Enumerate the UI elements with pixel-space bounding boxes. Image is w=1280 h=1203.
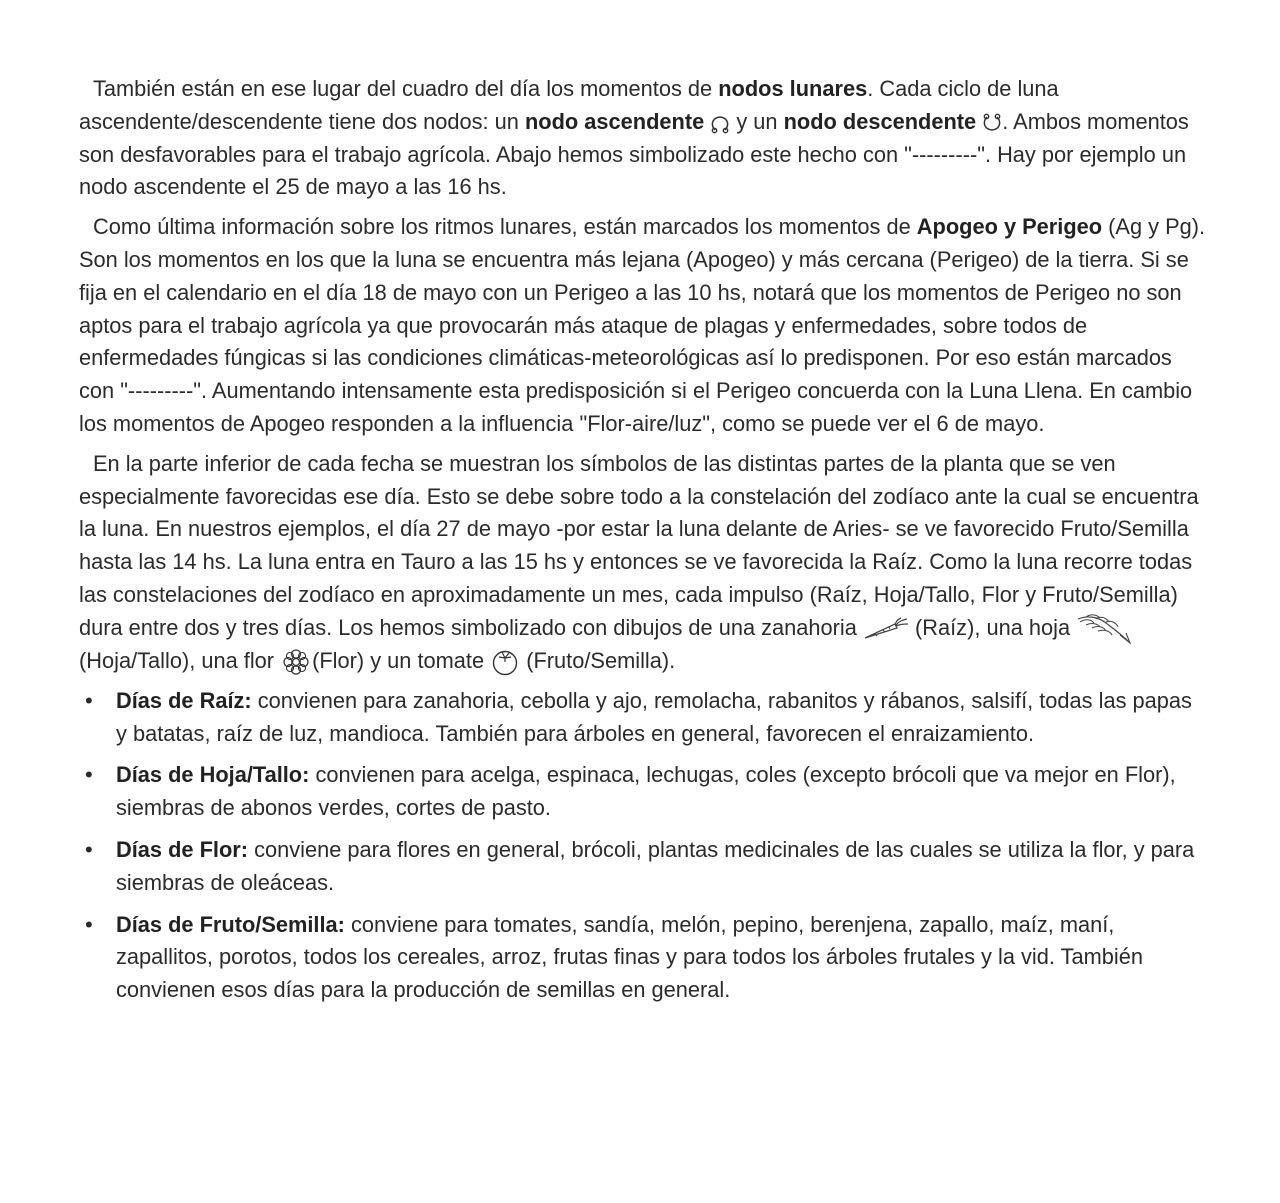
list-item-text: conviene para tomates, sandía, melón, pepino, berenjena, zapallo, maíz, maní, zapallitos, porotos, todos los cereales, arroz, frutas finas y para todos los árboles frutales y la vid. También convienen esos días para la producción de semillas en general. xyxy=(116,911,1143,1003)
list-item-title: Días de Fruto/Semilla: xyxy=(116,911,345,937)
carrot-icon xyxy=(863,617,909,641)
bullet-dot: • xyxy=(85,687,93,713)
ascending-node-icon xyxy=(710,112,730,134)
descending-node-icon xyxy=(982,112,1002,134)
plant-days-list xyxy=(79,685,1207,1007)
list-item-fruit-days xyxy=(79,909,1207,1007)
bullet-dot: • xyxy=(85,762,93,788)
flower-icon xyxy=(280,649,312,675)
paragraph-plant-parts: En la parte inferior de cada fecha se muestran los símbolos de las distintas partes de la planta que se ven especialmente favorecidas ese día. Esto se debe sobre todo a la constelación del zodíaco ante la cual se encuentra la luna. En nuestros ejemplos, el día 27 de mayo -por estar la luna delante de Aries- se ve favorecido Fruto/Semilla hasta las 14 hs. La luna entra en Tauro a las 15 hs y entonces se ve favorecida la Raíz. Como la luna recorre todas las constelaciones del zodíaco en aproximadamente un mes, cada impulso (Raíz, Hoja/Tallo, Flor y Fruto/Semilla) dura entre dos y tres días. Los hemos simbolizado con dibujos de una zanahoria (Raíz), una hoja (Hoja/Tallo), una flor (Flor) y un tomate (Fruto/Semilla). xyxy=(79,448,1207,678)
paragraph-lunar-nodes: También están en ese lugar del cuadro del día los momentos de nodos lunares. Cada ciclo de luna ascendente/descendente tiene dos nodos: un nodo ascendente y un nodo descendente . Ambos momentos son desfavorables para el trabajo agrícola. Abajo hemos simbolizado este hecho con "---------". Hay por ejemplo un nodo ascendente el 25 de mayo a las 16 hs. xyxy=(79,76,1189,200)
list-item-title: Días de Hoja/Tallo: xyxy=(116,762,310,788)
list-item-text: conviene para flores en general, brócoli, plantas medicinales de las cuales se utiliza la flor, y para siembras de oleáceas. xyxy=(116,836,1195,895)
tomato-icon xyxy=(490,648,520,676)
term-descending-node: nodo descendente xyxy=(783,108,977,134)
list-item-flower-days xyxy=(79,834,1207,900)
document-page xyxy=(79,73,1207,1016)
list-item-root-days xyxy=(79,685,1207,751)
bullet-dot: • xyxy=(85,911,93,937)
list-item-leaf-days xyxy=(79,759,1207,825)
paragraph-apogee-perigee: Como última información sobre los ritmos lunares, están marcados los momentos de Apogeo y Perigeo (Ag y Pg). Son los momentos en los que la luna se encuentra más lejana (Apogeo) y más cercana (Perigeo) de la tierra. Si se fija en el calendario en el día 18 de mayo con un Perigeo a las 10 hs, notará que los momentos de Perigeo no son aptos para el trabajo agrícola ya que provocarán más ataque de plagas y enfermedades, sobre todos de enfermedades fúngicas si las condiciones climáticas-meteorológicas así lo predisponen. Por eso están marcados con "---------". Aumentando intensamente esta predisposición si el Perigeo concuerda con la Luna Llena. En cambio los momentos de Apogeo responden a la influencia "Flor-aire/luz", como se puede ver el 6 de mayo. xyxy=(79,214,1206,436)
term-apogee-perigee: Apogeo y Perigeo xyxy=(916,214,1103,240)
term-ascending-node: nodo ascendente xyxy=(524,108,705,134)
list-item-text: convienen para zanahoria, cebolla y ajo, remolacha, rabanitos y rábanos, salsifí, todas las papas y batatas, raíz de luz, mandioca. También para árboles en general, favorecen el enraizamiento. xyxy=(116,687,1192,746)
term-lunar-nodes: nodos lunares xyxy=(718,76,868,101)
list-item-title: Días de Raíz: xyxy=(116,687,252,713)
leaf-icon xyxy=(1076,613,1132,645)
list-item-title: Días de Flor: xyxy=(116,836,249,862)
bullet-dot: • xyxy=(85,836,93,862)
list-item-text: convienen para acelga, espinaca, lechugas, coles (excepto brócoli que va mejor en Flor), siembras de abonos verdes, cortes de pasto. xyxy=(116,762,1176,821)
